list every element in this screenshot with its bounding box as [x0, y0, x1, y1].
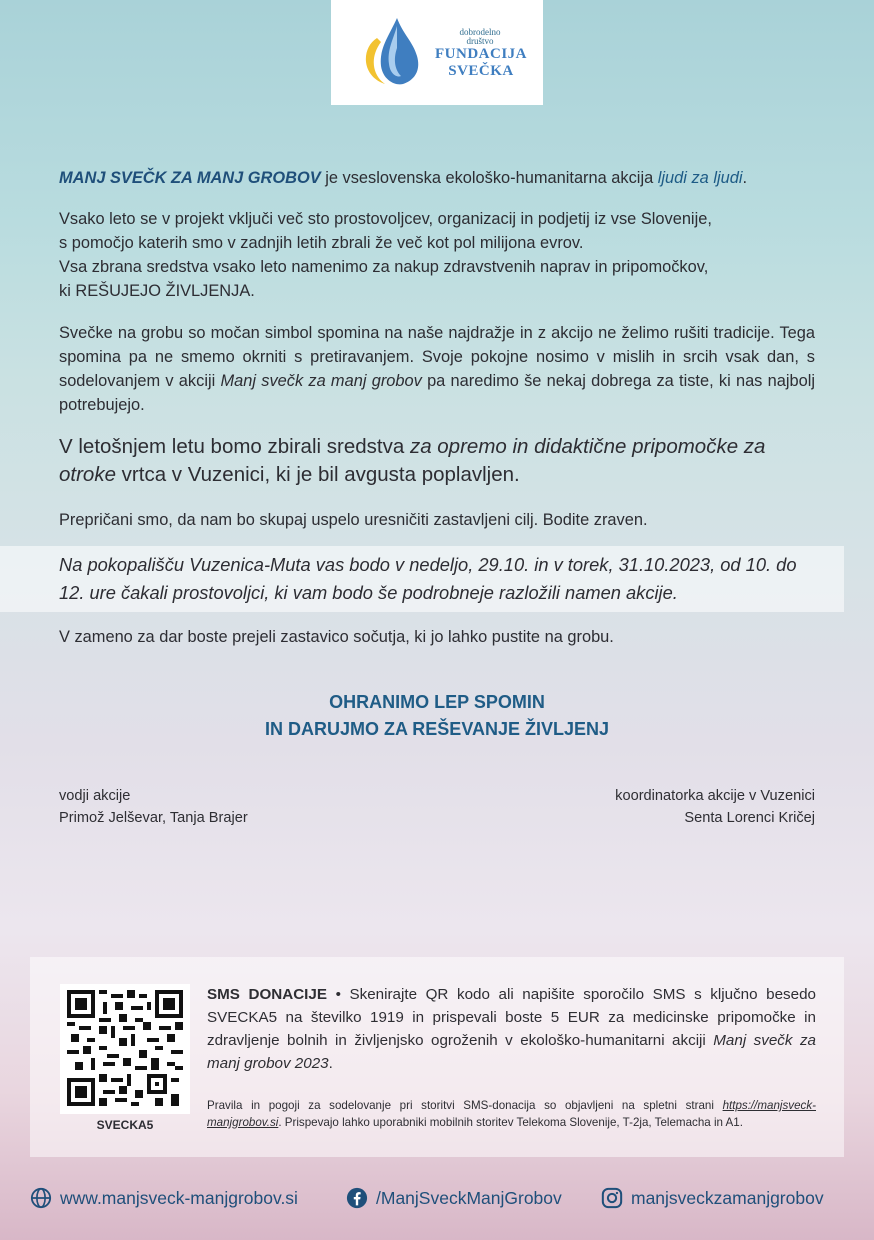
- logo: [331, 0, 543, 105]
- signature-role: koordinatorka akcije v Vuzenici: [615, 788, 815, 804]
- paragraph-line: ki REŠUJEJO ŽIVLJENJA.: [59, 282, 255, 300]
- intro-paragraph: [59, 166, 815, 190]
- paragraph-confidence: Prepričani smo, da nam bo skupaj uspelo uresničiti zastavljeni cilj. Bodite zraven.: [59, 511, 648, 529]
- logo-subtitle-line: društvo: [466, 36, 494, 46]
- sms-campaign-name: Manj svečk za manj grobov 2023: [207, 1032, 816, 1072]
- intro-end: .: [742, 169, 748, 187]
- slogan-line: IN DARUJMO ZA REŠEVANJE ŽIVLJENJ: [264, 719, 610, 739]
- logo-title-line: FUNDACIJA: [435, 46, 527, 62]
- paragraph-line: Vsa zbrana sredstva vsako leto namenimo za nakup zdravstvenih naprav in pripomočkov,: [59, 258, 709, 276]
- paragraph-event: Na pokopališču Vuzenica-Muta vas bodo v nedeljo, 29.10. in v torek, 31.10.2023, od 10. do 12. ure čakali prostovoljci, ki vam bodo še podrobneje razložili namen akcije.: [59, 554, 797, 603]
- bullet: •: [326, 986, 350, 1003]
- logo-title: [435, 46, 527, 80]
- paragraph-line: Vsako leto se v projekt vključi več sto prostovoljcev, organizacij in podjetij iz vse Slovenije,: [59, 210, 712, 228]
- signature-names: Senta Lorenci Kričej: [684, 810, 815, 826]
- website-url: www.manjsveck-manjgrobov.si: [60, 1188, 298, 1208]
- footer-facebook-link[interactable]: [346, 1184, 562, 1212]
- footer-instagram-link[interactable]: [601, 1184, 824, 1212]
- signature-right: [615, 785, 815, 829]
- paragraph-text: pa naredimo še nekaj dobrega za tiste, ki nas najbolj potrebujejo.: [59, 372, 816, 414]
- paragraph-italic: Manj svečk za manj grobov: [220, 372, 422, 390]
- signature-left: [59, 785, 248, 829]
- facebook-icon: [346, 1187, 368, 1209]
- footer-website-link[interactable]: [30, 1184, 298, 1212]
- instagram-handle: manjsveckzamanjgrobov: [631, 1188, 824, 1208]
- facebook-handle: /ManjSveckManjGrobov: [376, 1188, 562, 1208]
- logo-subtitle: [449, 28, 511, 46]
- terms-text: Pravila in pogoji za sodelovanje pri storitvi SMS-donacija so objavljeni na spletni strani: [207, 1099, 723, 1112]
- slogan-line: OHRANIMO LEP SPOMIN: [329, 692, 545, 712]
- paragraph-goal: [59, 433, 815, 489]
- slogan: [0, 689, 874, 743]
- logo-title-line: SVEČKA: [448, 63, 514, 79]
- signature-names: Primož Jelševar, Tanja Brajer: [59, 810, 248, 826]
- sms-description: Skenirajte QR kodo ali napišite sporočilo SMS s ključno besedo SVECKA5 na številko 1919 in prispevali boste 5 EUR za medicinske pripomočke in zdravljenje bolnih in življenjsko ogroženih v ekološko-humanitarni akciji: [207, 986, 816, 1049]
- drop-logo-icon: [359, 14, 429, 90]
- intro-italic: ljudi za ljudi: [657, 169, 743, 187]
- paragraph-text: Svečke na grobu so močan simbol spomina na naše najdražje in z akcijo ne želimo rušiti tradicije. Tega spomina pa ne smemo okrniti s pretiravanjem. Svoje pokojne nosimo v mislih in srcih vsak dan, s sodelovanjem v akciji: [59, 324, 815, 390]
- terms-text: . Prispevajo lahko uporabniki mobilnih storitev Telekoma Slovenije, T-2ja, Telemacha in A1.: [278, 1116, 743, 1129]
- terms-link[interactable]: https://manjsveck-manjgrobov.si: [207, 1099, 816, 1129]
- qr-code[interactable]: [60, 984, 190, 1114]
- globe-icon: [30, 1187, 52, 1209]
- logo-subtitle-line: dobrodelno: [459, 27, 501, 37]
- paragraph-tradition: [59, 321, 815, 417]
- sms-end: .: [328, 1055, 333, 1072]
- sms-terms: [207, 1097, 816, 1131]
- paragraph-flag: V zameno za dar boste prejeli zastavico sočutja, ki jo lahko pustite na grobu.: [59, 628, 614, 646]
- signature-role: vodji akcije: [59, 788, 131, 804]
- paragraph-text: vrtca v Vuzenici, ki je bil avgusta poplavljen.: [115, 463, 520, 486]
- intro-text: je vseslovenska ekološko-humanitarna akcija: [320, 169, 658, 187]
- qr-keyword-label: SVECKA5: [96, 1118, 154, 1132]
- sms-donation-text: [207, 983, 816, 1075]
- sms-heading: SMS DONACIJE: [207, 986, 327, 1003]
- paragraph-line: s pomočjo katerih smo v zadnjih letih zbrali že več kot pol milijona evrov.: [59, 234, 584, 252]
- campaign-title: MANJ SVEČK ZA MANJ GROBOV: [59, 169, 321, 187]
- paragraph-projects: [59, 207, 815, 303]
- instagram-icon: [601, 1187, 623, 1209]
- paragraph-text: V letošnjem letu bomo zbirali sredstva: [59, 435, 410, 458]
- qr-code-icon: [67, 990, 183, 1106]
- paragraph-italic: za opremo in didaktične pripomočke za otroke: [59, 435, 766, 486]
